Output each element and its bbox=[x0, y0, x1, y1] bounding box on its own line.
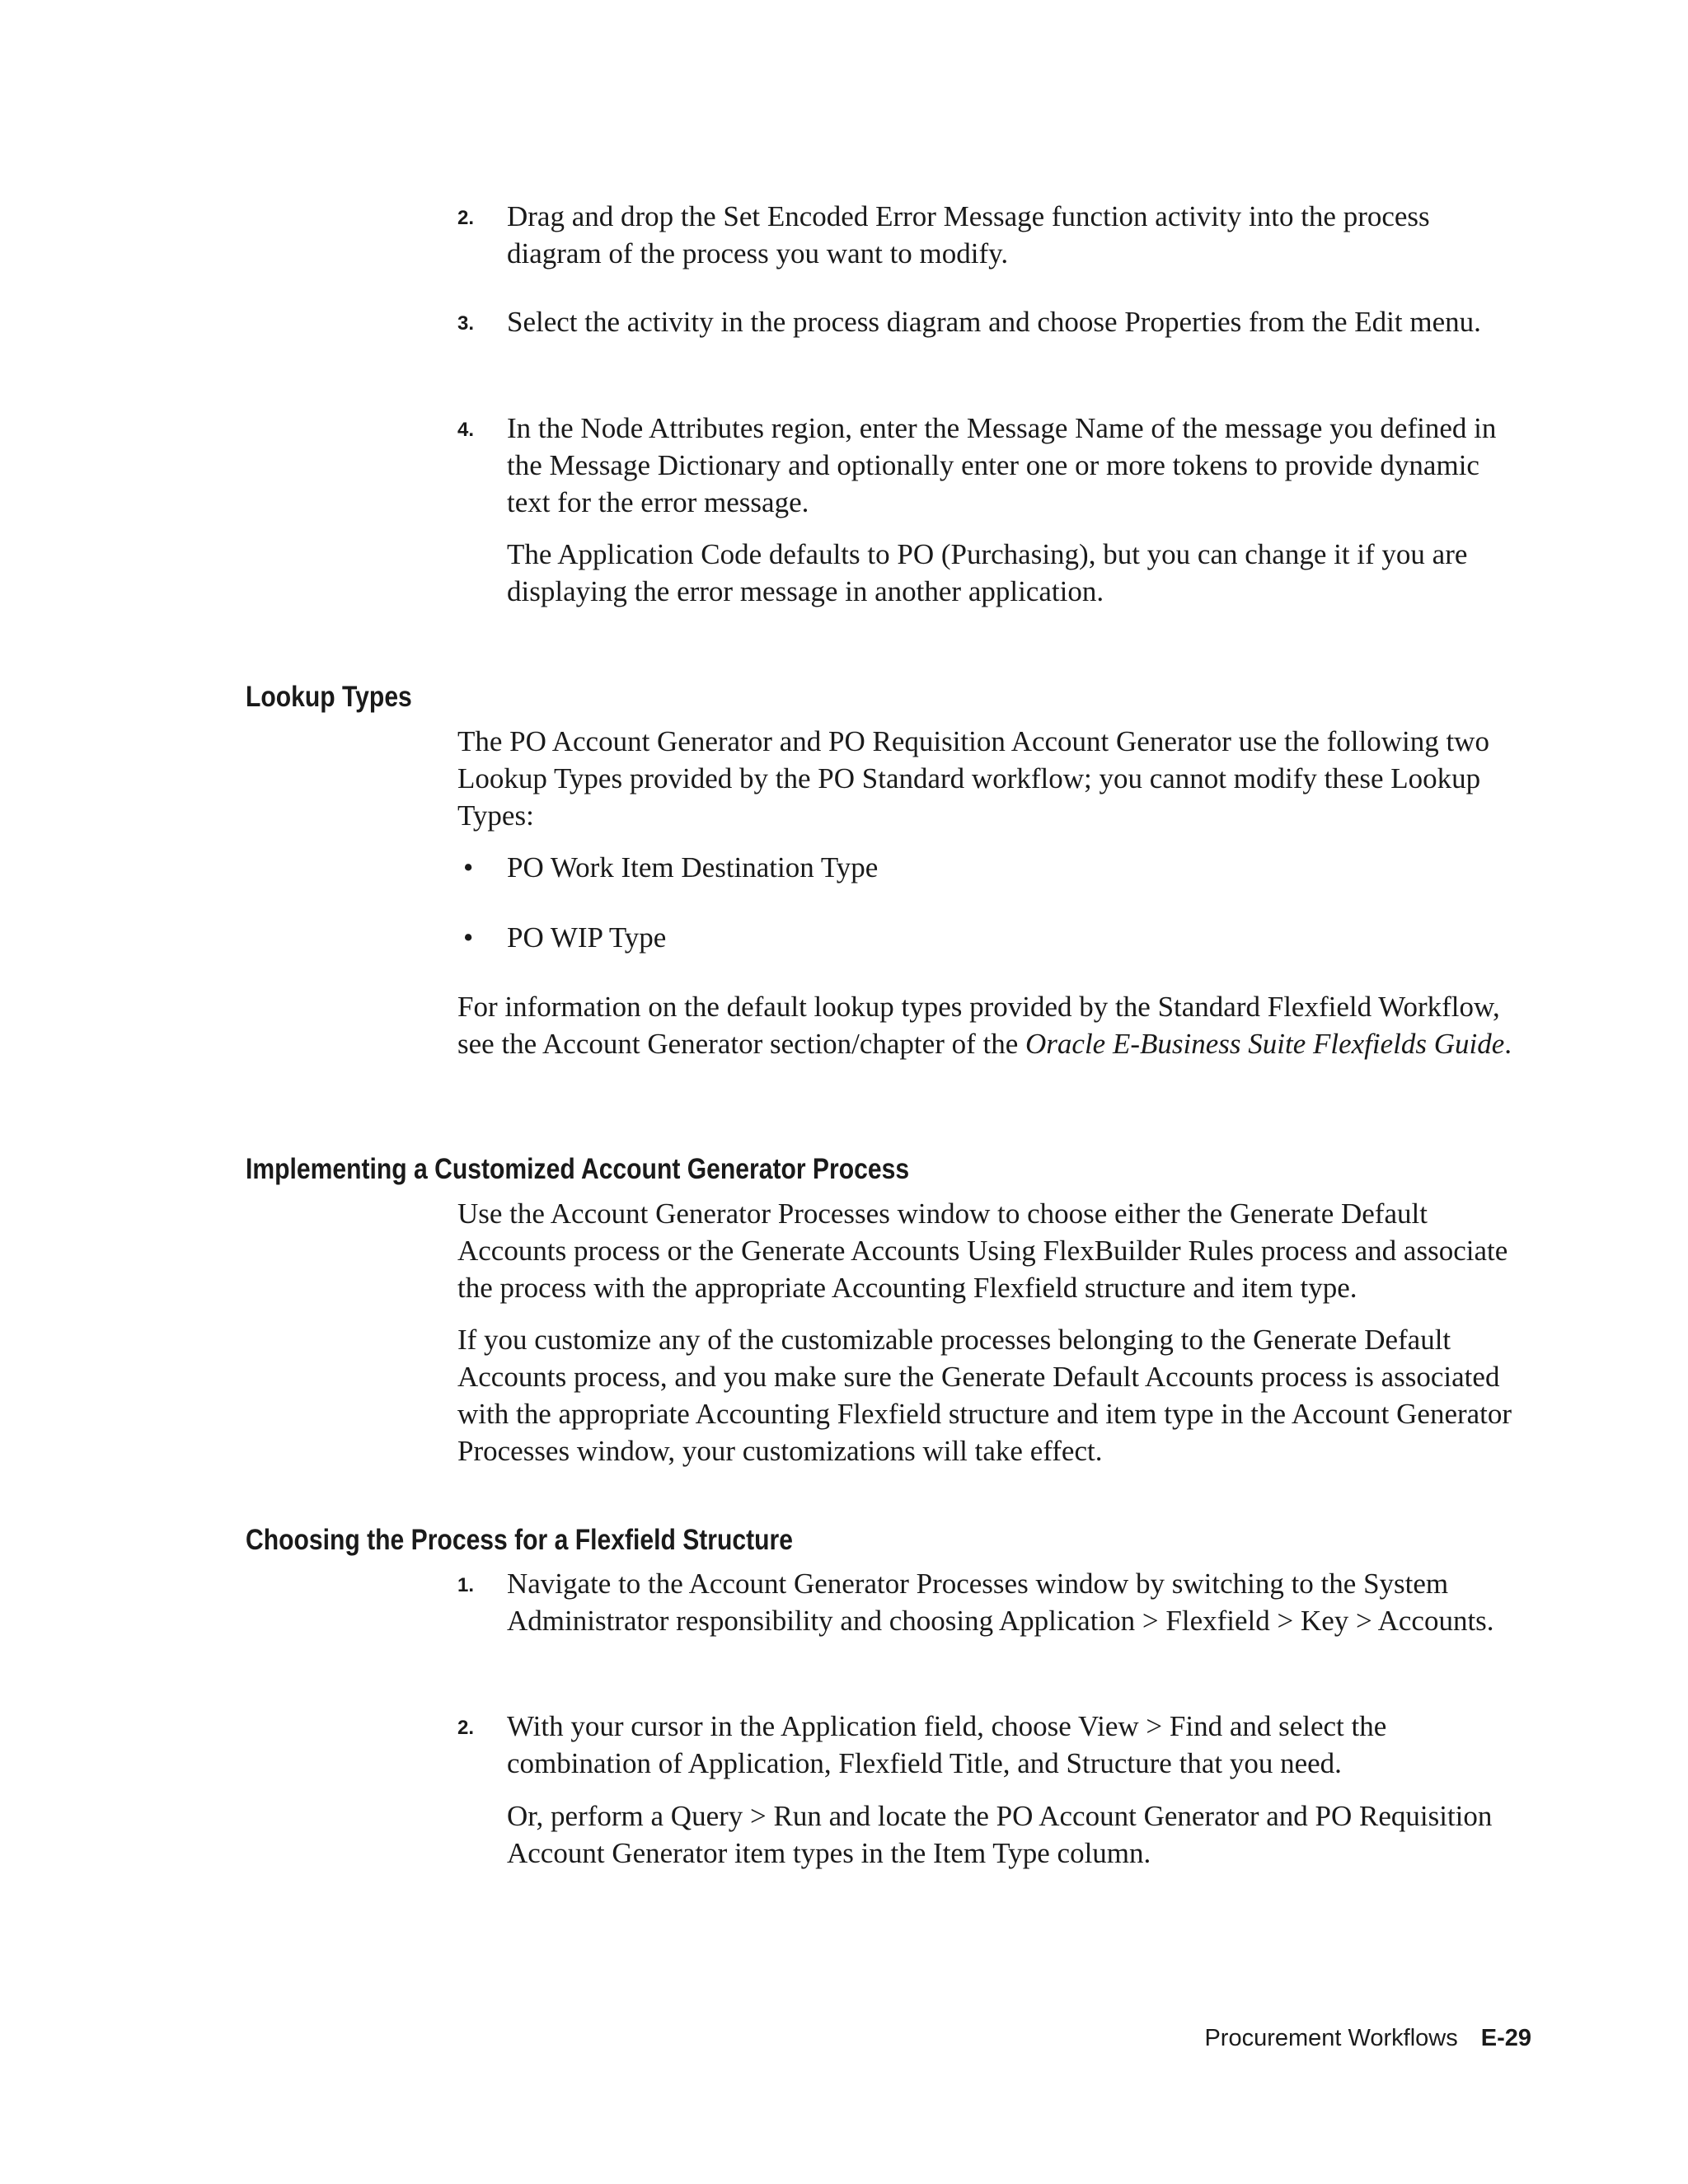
lookup-intro: The PO Account Generator and PO Requisition Account Generator use the following two Lookup Types provided by the PO Standard workflow; you cannot modify these Lookup Types: bbox=[457, 725, 1489, 832]
lookup-info bbox=[457, 988, 1525, 1062]
page-footer bbox=[1204, 2023, 1531, 2053]
page-number: E-29 bbox=[1480, 2025, 1531, 2051]
step-text: Select the activity in the process diagram and choose Properties from the Edit menu. bbox=[507, 306, 1481, 338]
bullet-text: PO Work Item Destination Type bbox=[507, 851, 879, 883]
step-text: Drag and drop the Set Encoded Error Message function activity into the process diagram of the process you want to modify. bbox=[507, 200, 1430, 269]
info-text: For information on the default lookup types provided by the Standard Flexfield Workflow, see the Account Generator section/chapter of the bbox=[457, 991, 1500, 1060]
implementing-para-1: Use the Account Generator Processes window to choose either the Generate Default Accounts process or the Generate Accounts Using FlexBuilder Rules process and associate the process with the appropriate Accounting Flexfield structure and item type. bbox=[457, 1197, 1508, 1304]
footer-section: Procurement Workflows bbox=[1204, 2025, 1458, 2051]
bullet-text: PO WIP Type bbox=[507, 921, 667, 954]
choosing-note: Or, perform a Query > Run and locate the PO Account Generator and PO Requisition Account Generator item types in the Item Type column. bbox=[507, 1800, 1493, 1869]
step-number: 3. bbox=[457, 312, 475, 335]
bullet-glyph: • bbox=[463, 921, 474, 954]
step-text: In the Node Attributes region, enter the Message Name of the message you defined in the Message Dictionary and optionally enter one or more tokens to provide dynamic text for the error message. bbox=[507, 412, 1497, 518]
bullet-glyph: • bbox=[463, 851, 474, 883]
step-number: 1. bbox=[457, 1574, 475, 1596]
step-4-note: The Application Code defaults to PO (Purchasing), but you can change it if you are displaying the error message in another application. bbox=[507, 538, 1468, 607]
step-text: With your cursor in the Application field, choose View > Find and select the combination of Application, Flexfield Title, and Structure that you need. bbox=[507, 1710, 1387, 1779]
implementing-para-2: If you customize any of the customizable processes belonging to the Generate Default Accounts process, and you make sure the Generate Default Accounts process is associated with the appropriate Accounting Flexfield structure and item type in the Account Generator Processes window, your customizations will take effect. bbox=[457, 1324, 1512, 1467]
section-heading-choosing: Choosing the Process for a Flexfield Structure bbox=[246, 1524, 794, 1556]
section-heading-implementing: Implementing a Customized Account Generator Process bbox=[246, 1153, 910, 1185]
info-end: . bbox=[1504, 1028, 1512, 1060]
step-number: 2. bbox=[457, 207, 475, 229]
section-heading-lookup-types: Lookup Types bbox=[246, 681, 412, 713]
step-number: 2. bbox=[457, 1717, 475, 1739]
guide-title: Oracle E-Business Suite Flexfields Guide bbox=[1025, 1028, 1505, 1060]
step-number: 4. bbox=[457, 419, 475, 441]
step-text: Navigate to the Account Generator Processes window by switching to the System Administrator responsibility and choosing Application > Flexfield > Key > Accounts. bbox=[507, 1568, 1494, 1637]
